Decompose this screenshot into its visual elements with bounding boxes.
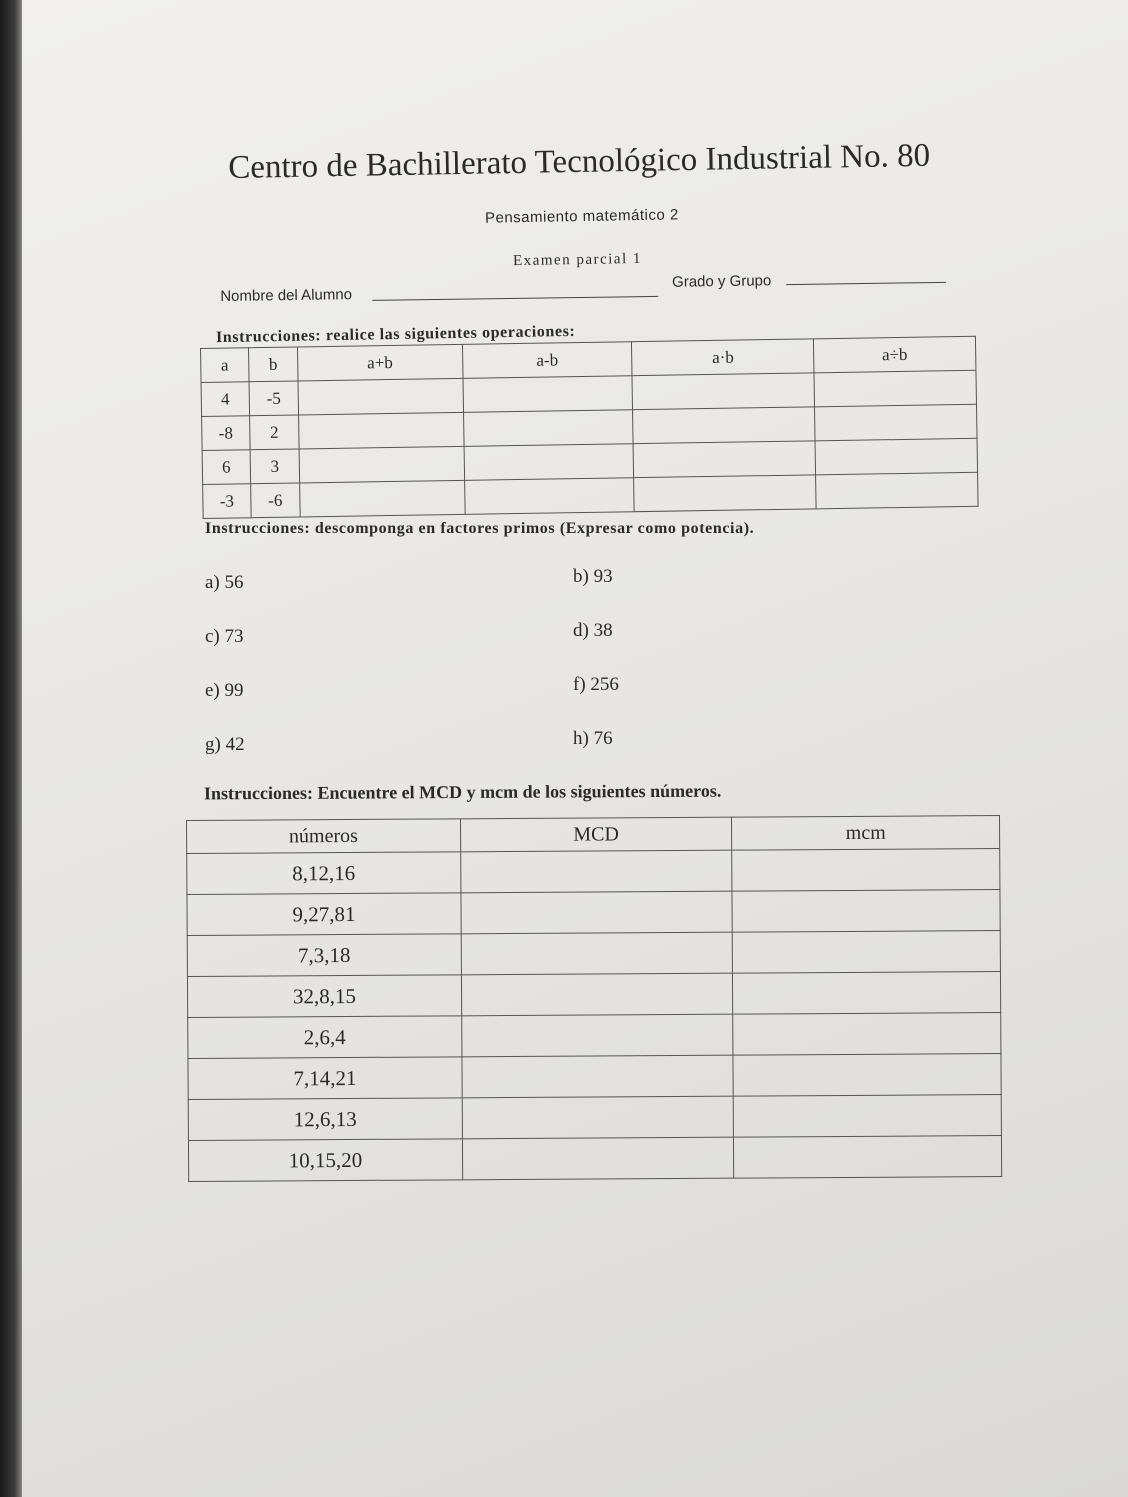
value-b: -5: [249, 381, 298, 416]
value-b: 3: [250, 449, 299, 484]
answer-cell[interactable]: [461, 1014, 733, 1057]
answer-cell[interactable]: [732, 849, 1000, 892]
answer-cell[interactable]: [462, 1096, 734, 1139]
factor-item-d: d) 38: [573, 620, 613, 641]
answer-cell[interactable]: [464, 478, 634, 515]
table-header-row: [187, 816, 1000, 854]
number-set: 2,6,4: [188, 1016, 462, 1059]
table-row: [187, 890, 1000, 936]
factor-item-c: c) 73: [205, 626, 244, 647]
number-set: 7,14,21: [188, 1057, 462, 1100]
answer-cell[interactable]: [298, 378, 463, 415]
number-set: 7,3,18: [187, 934, 461, 977]
subject-title: Pensamiento matemático 2: [484, 206, 679, 227]
header-numbers: números: [187, 819, 461, 854]
mcd-mcm-instruction: Instrucciones: Encuentre el MCD y mcm de los siguientes números.: [203, 780, 722, 804]
answer-cell[interactable]: [815, 438, 977, 475]
answer-cell[interactable]: [815, 404, 977, 441]
table-row: [187, 849, 1000, 895]
exam-title: Examen parcial 1: [512, 250, 643, 270]
grade-group-label: Grado y Grupo: [671, 272, 772, 291]
number-set: 10,15,20: [188, 1139, 462, 1182]
answer-cell[interactable]: [632, 373, 814, 410]
factor-item-e: e) 99: [205, 680, 244, 701]
answer-cell[interactable]: [733, 1013, 1001, 1056]
operations-instruction: Instrucciones: realice las siguientes operaciones:: [215, 322, 576, 347]
answer-cell[interactable]: [463, 410, 633, 447]
answer-cell[interactable]: [299, 446, 464, 483]
answer-cell[interactable]: [734, 1136, 1002, 1179]
table-row: [188, 1013, 1001, 1059]
student-name-label: Nombre del Alumno: [220, 286, 353, 305]
factor-item-b: b) 93: [573, 566, 613, 587]
number-set: 9,27,81: [187, 893, 461, 936]
number-set: 32,8,15: [187, 975, 461, 1018]
answer-cell[interactable]: [734, 1095, 1002, 1138]
answer-cell[interactable]: [298, 412, 463, 449]
table-row: [188, 1136, 1001, 1182]
value-b: 2: [250, 415, 299, 450]
answer-cell[interactable]: [732, 890, 1000, 933]
header-quotient: a÷b: [814, 336, 976, 373]
mcd-mcm-table: [186, 815, 1002, 1182]
answer-cell[interactable]: [814, 370, 976, 407]
answer-cell[interactable]: [460, 850, 732, 893]
value-a: -3: [203, 484, 251, 519]
table-row: [187, 972, 1000, 1018]
answer-cell[interactable]: [816, 472, 978, 509]
answer-cell[interactable]: [462, 1055, 734, 1098]
answer-cell[interactable]: [634, 475, 816, 512]
answer-cell[interactable]: [733, 931, 1001, 974]
header-difference: a-b: [462, 342, 632, 379]
table-row: [188, 1095, 1001, 1141]
answer-cell[interactable]: [733, 1054, 1001, 1097]
page-edge-shadow: [0, 0, 24, 1497]
answer-cell[interactable]: [633, 407, 815, 444]
factor-item-g: g) 42: [205, 734, 245, 755]
value-b: -6: [251, 483, 300, 518]
factor-item-h: h) 76: [573, 728, 613, 749]
value-a: -8: [202, 416, 250, 451]
value-a: 6: [202, 450, 250, 485]
answer-cell[interactable]: [300, 480, 465, 517]
answer-cell[interactable]: [461, 973, 733, 1016]
header-sum: a+b: [297, 344, 462, 381]
answer-cell[interactable]: [462, 1137, 734, 1180]
answer-cell[interactable]: [461, 891, 733, 934]
value-a: 4: [201, 382, 249, 417]
number-set: 8,12,16: [187, 852, 461, 895]
school-title: Centro de Bachillerato Tecnológico Industrial No. 80: [228, 137, 931, 186]
header-b: b: [248, 347, 297, 382]
header-product: a·b: [632, 339, 814, 376]
answer-cell[interactable]: [463, 376, 633, 413]
answer-cell[interactable]: [464, 444, 634, 481]
answer-cell[interactable]: [633, 441, 815, 478]
factor-item-f: f) 256: [573, 674, 619, 695]
operations-table: [200, 336, 979, 519]
header-mcm: mcm: [732, 816, 1000, 851]
answer-cell[interactable]: [461, 932, 733, 975]
factor-item-a: a) 56: [205, 572, 244, 593]
student-name-blank[interactable]: [372, 296, 658, 301]
header-mcd: MCD: [460, 817, 732, 852]
table-row: [187, 931, 1000, 977]
header-a: a: [201, 348, 249, 383]
number-set: 12,6,13: [188, 1098, 462, 1141]
answer-cell[interactable]: [733, 972, 1001, 1015]
factorization-instruction: Instrucciones: descomponga en factores primos (Expresar como potencia).: [205, 520, 755, 537]
table-row: [188, 1054, 1001, 1100]
grade-group-blank[interactable]: [786, 282, 946, 285]
